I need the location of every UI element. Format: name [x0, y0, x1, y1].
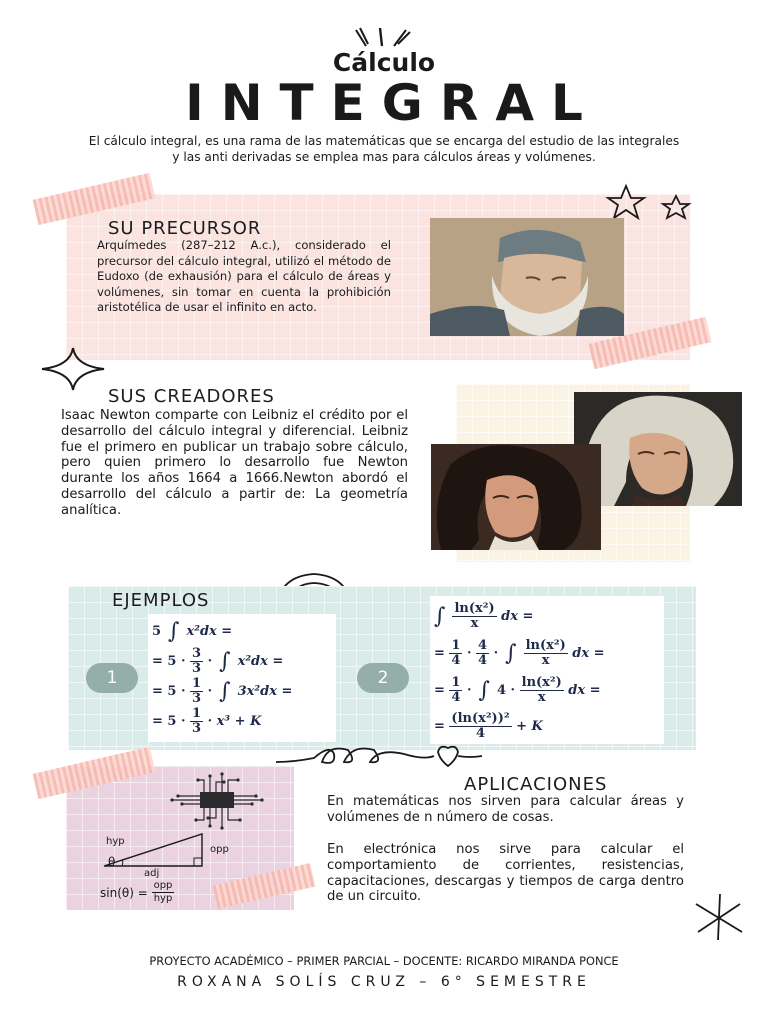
equals-term: = 5 · — [152, 653, 186, 669]
example-2-card — [430, 596, 664, 744]
page-title: INTEGRAL — [185, 74, 600, 132]
aplicaciones-text-1: En matemáticas nos sirven para calcular áreas y volúmenes de n número de cosas. — [327, 794, 684, 825]
archimedes-portrait — [430, 218, 624, 336]
result-term: · x³ + K — [207, 713, 262, 729]
fraction — [449, 639, 462, 668]
fraction — [452, 602, 496, 631]
numerator: 4 — [478, 637, 488, 653]
coefficient: 5 — [152, 623, 162, 639]
equals-term: = 5 · — [152, 683, 186, 699]
integral-sign-icon: ∫ — [471, 677, 497, 703]
integral-sign-icon: ∫ — [498, 640, 524, 666]
numerator: ln(x²) — [454, 600, 495, 616]
integral-sign-icon: ∫ — [161, 618, 187, 644]
numerator: (ln(x²))² — [451, 710, 510, 726]
sparkle-star-icon — [40, 346, 106, 392]
denominator: 3 — [192, 660, 202, 676]
hyp-label: hyp — [106, 836, 125, 847]
creadores-heading: SUS CREADORES — [108, 386, 275, 407]
fraction — [190, 707, 203, 736]
result-term: + K — [516, 718, 543, 734]
aplicaciones-heading: APLICACIONES — [464, 774, 608, 795]
numerator: 3 — [192, 645, 202, 661]
creadores-text: Isaac Newton comparte con Leibniz el crédito por el desarrollo del cálculo integral y diferencial. Leibniz fue el primero en publicar un trabajo sobre cálculo, pero quien primero lo desarrollo fue Newton durante los años 1664 a 1666.Newton abordó el desarrollo del cálculo a partir de: La geometría analítica. — [61, 408, 408, 518]
ejemplos-heading: EJEMPLOS — [112, 590, 210, 611]
denominator: 4 — [451, 689, 461, 705]
equation-line: = $\frac{1}{4}$ · ∫ 4 · $\frac{\text{ln(x²)}}{x}$ dx = — [434, 674, 601, 705]
footer-project-line: PROYECTO ACADÉMICO – PRIMER PARCIAL – DOCENTE: RICARDO MIRANDA PONCE — [149, 954, 619, 968]
integrand: x²dx = — [237, 653, 284, 669]
intro-text: El cálculo integral, es una rama de las matemáticas que se encarga del estudio de las integrales y las anti derivadas se emplea mas para cálculos áreas y volúmenes. — [88, 134, 680, 164]
numerator: 1 — [192, 705, 202, 721]
fraction — [190, 647, 203, 676]
equation-line: = $\frac{\text{(ln(x²))²}}{4}$ + K — [434, 710, 543, 741]
sparkle-lines-icon — [350, 26, 414, 50]
numerator: opp — [153, 880, 173, 891]
integral-sign-icon: ∫ — [212, 678, 238, 704]
formula-left: sin(θ) = — [100, 885, 148, 900]
equation-line — [152, 706, 332, 736]
denominator: 3 — [192, 720, 202, 736]
equals-term: = 5 · — [152, 713, 186, 729]
differential: dx = — [568, 682, 601, 698]
asterisk-doodle-icon — [690, 892, 748, 942]
denominator: hyp — [153, 893, 173, 904]
equation-line: = 5 · $\frac{3}{3}$ · ∫ x²dx = — [152, 645, 284, 676]
adj-label: adj — [144, 868, 160, 879]
footer-author-line: ROXANA SOLÍS CRUZ – 6° SEMESTRE — [177, 974, 591, 990]
denominator: 4 — [475, 725, 486, 741]
integrand: x²dx = — [186, 623, 233, 639]
differential: dx = — [501, 608, 534, 624]
example-number-badge: 1 — [86, 663, 138, 693]
microchip-icon — [168, 770, 266, 832]
denominator: 4 — [478, 652, 488, 668]
fraction — [449, 676, 462, 705]
fraction — [152, 880, 175, 905]
numerator: 1 — [451, 637, 461, 653]
integral-sign-icon: ∫ — [212, 648, 238, 674]
sine-formula — [100, 880, 174, 905]
precursor-text: Arquímedes (287–212 A.c.), considerado el precursor del cálculo integral, utilizó el método de Eudoxo (de exhausión) para el cálculo de áreas y volúmenes, sin tomar en cuenta la prohibición aristotélica de usar el infinito en acto. — [97, 238, 391, 315]
fraction — [520, 676, 564, 705]
equation-line — [434, 598, 660, 634]
title-small: Cálculo — [332, 48, 436, 77]
fraction — [524, 639, 568, 668]
denominator: 4 — [451, 652, 461, 668]
coefficient: 4 · — [496, 682, 516, 698]
equation-line — [152, 616, 332, 646]
integral-sign-icon: ∫ — [434, 603, 453, 629]
theta-label: θ — [108, 855, 116, 869]
loops-heart-doodle-icon — [274, 738, 484, 772]
fraction — [449, 712, 511, 741]
leibniz-portrait — [431, 444, 601, 550]
star-doodle-icon — [604, 182, 700, 222]
numerator: 1 — [451, 674, 461, 690]
denominator: 3 — [192, 690, 202, 706]
denominator: x — [537, 689, 546, 705]
example-1-card — [148, 614, 336, 742]
numerator: 1 — [192, 675, 202, 691]
fraction — [476, 639, 489, 668]
denominator: x — [470, 615, 479, 631]
aplicaciones-text-2: En electrónica nos sirve para calcular el comportamiento de corrientes, resistencias, capacitaciones, descargas y tiempos de carga dentro de un circuito. — [327, 842, 684, 905]
fraction — [190, 677, 203, 706]
differential: dx = — [572, 645, 605, 661]
precursor-heading: SU PRECURSOR — [108, 218, 262, 239]
equation-line: = $\frac{1}{4}$ · $\frac{4}{4}$ · ∫ $\frac{\text{ln(x²)}}{x}$ dx = — [434, 637, 605, 668]
equation-line: = 5 · $\frac{1}{3}$ · ∫ 3x²dx = — [152, 675, 293, 706]
numerator: ln(x²) — [521, 674, 562, 690]
opp-label: opp — [210, 844, 229, 855]
integrand: 3x²dx = — [237, 683, 293, 699]
denominator: x — [541, 652, 550, 668]
numerator: ln(x²) — [525, 637, 566, 653]
example-number-badge: 2 — [357, 663, 409, 693]
